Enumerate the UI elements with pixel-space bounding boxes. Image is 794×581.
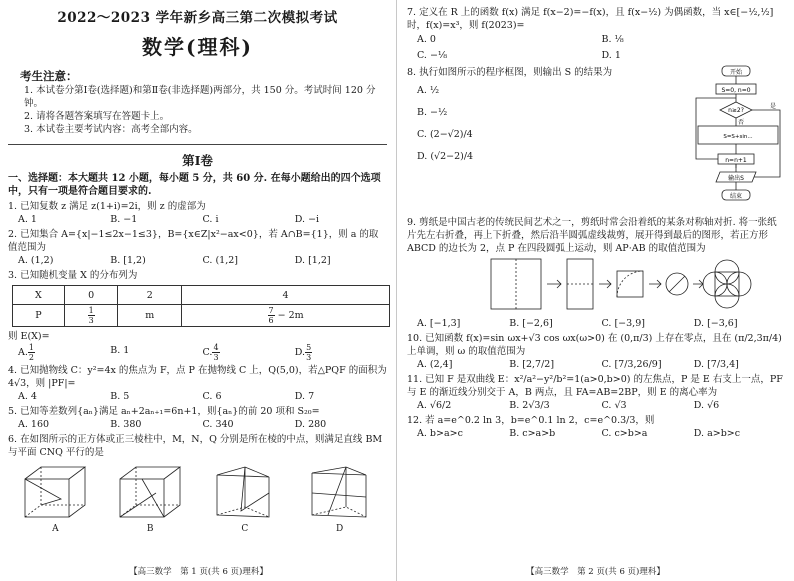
- option: C. √3: [601, 400, 627, 411]
- question-5: 5. 已知等差数列{aₙ}满足 aₙ+2aₙ₊₁=6n+1，则{aₙ}的前 20 项和 S₂₀=: [8, 406, 320, 417]
- option: B. [1,2): [110, 255, 146, 266]
- option: C. c>b>a: [601, 428, 648, 439]
- figure-label: D: [336, 524, 344, 534]
- option: D. (√2−2)/4: [417, 151, 474, 162]
- option: B. [2,7/2]: [509, 359, 555, 370]
- question-3-options: [8, 343, 387, 362]
- option: D. $\frac{5}{3}$: [294, 343, 312, 362]
- table-cell: 2m: [288, 310, 304, 321]
- question-9-options: [407, 317, 786, 330]
- notice-heading: 考生注意：: [20, 69, 78, 83]
- option: D. [−3,6]: [693, 318, 738, 329]
- table-cell-fraction: $\frac{1}{3}$: [64, 305, 118, 327]
- flow-end: 结束: [729, 193, 743, 200]
- flow-yes: 是: [770, 103, 777, 110]
- table-cell: X: [13, 286, 65, 305]
- question-8: 8. 执行如图所示的程序框图，则输出 S 的结果为: [407, 67, 613, 78]
- table-cell: 2: [118, 286, 182, 305]
- question-3: 3. 已知随机变量 X 的分布列为: [8, 270, 138, 281]
- flow-no: 否: [738, 119, 745, 126]
- question-11-options: [407, 399, 786, 412]
- cube-diagram: [116, 463, 184, 521]
- part-title: 第Ⅰ卷: [182, 153, 213, 168]
- page-footer: 【高三数学 第 1 页(共 6 页)理科】: [129, 567, 268, 577]
- figure-a: [21, 463, 89, 534]
- question-7-options: [407, 32, 786, 48]
- option: B. 380: [110, 419, 142, 430]
- option: D. −i: [294, 214, 320, 225]
- question-2: 2. 已知集合 A={x|−1≤2x−1≤3}，B={x∈Z|x²−ax<0}，若 A∩B={1}，则 a 的取值范围为: [8, 229, 379, 253]
- option: C. (1,2]: [202, 255, 238, 266]
- table-cell: 0: [64, 286, 118, 305]
- option: A. $\frac{1}{2}$: [18, 343, 34, 362]
- option: D. 7: [294, 391, 315, 402]
- distribution-table: [12, 285, 390, 327]
- flow-process: S=S+sin...: [723, 134, 753, 140]
- option: D. [7/3,4]: [693, 359, 739, 370]
- option: B. −½: [417, 107, 448, 118]
- section-instructions: 一、选择题：本大题共 12 小题，每小题 5 分，共 60 分. 在每小题给出的四个选项中，只有一项是符合题目要求的.: [8, 173, 381, 197]
- figure-c: [211, 463, 279, 534]
- question-7-options: [407, 48, 786, 64]
- paper-cutting-figure: [407, 255, 787, 313]
- flowchart: [694, 64, 786, 214]
- option: B. c>a>b: [509, 428, 556, 439]
- figure-d: [306, 463, 374, 534]
- option: B. 1: [110, 345, 130, 356]
- question-12: 12. 若 a=e^0.2 ln 3，b=e^0.1 ln 2，c=e^0.3/3，则: [407, 415, 655, 426]
- figure-label: B: [146, 524, 154, 534]
- option: C. [7/3,26/9]: [601, 359, 662, 370]
- option: C. $\frac{4}{3}$: [202, 343, 219, 362]
- option: D. a>b>c: [693, 428, 741, 439]
- table-cell-fraction: $\frac{7}{6}$ − 2m: [182, 305, 390, 327]
- option: B. 5: [110, 391, 130, 402]
- question-10-options: [407, 358, 786, 371]
- notice-item: 2. 请将各题答案填写在答题卡上。: [24, 111, 170, 122]
- option: A. (2,4]: [417, 359, 453, 370]
- option: A. 0: [417, 34, 436, 45]
- flow-output: 输出S: [728, 175, 744, 182]
- prism-diagram: [211, 463, 279, 521]
- table-cell: 4: [182, 286, 390, 305]
- option: C. 6: [202, 391, 222, 402]
- question-12-options: [407, 427, 786, 440]
- option: A. (1,2): [18, 255, 54, 266]
- option: A. √6/2: [417, 400, 452, 411]
- question-11: 11. 已知 F 是双曲线 E：x²/a²−y²/b²=1(a>0,b>0) 的左焦点，P 是 E 右支上一点，PF 与 E 的渐近线分别交于 A，B 两点，且 FA=AB=2BP，则 E 的离心率为: [407, 374, 783, 398]
- question-1-options: [8, 213, 387, 226]
- flow-increment: n=n+1: [725, 157, 747, 164]
- cube-diagram: [21, 463, 89, 521]
- option: A. 4: [18, 391, 37, 402]
- option: D. 1: [601, 50, 621, 61]
- option: B. ⅛: [601, 34, 624, 45]
- notice-item: 3. 本试卷主要考试内容：高考全部内容。: [24, 124, 198, 135]
- question-9: 9. 剪纸是中国古老的传统民间艺术之一，剪纸时常会沿着纸的某条对称轴对折. 将一张纸片先左右折叠，再上下折叠，然后沿半圆弧虚线裁剪，展开得到最后的图形，若正方形 ABCD 的边长为 2，点 P 在四段圆弧上运动，则 AP·AB 的取值范围为: [407, 217, 777, 254]
- question-1: 1. 已知复数 z 满足 z(1+i)=2i，则 z 的虚部为: [8, 201, 206, 212]
- question-10: 10. 已知函数 f(x)=sin ωx+√3 cos ωx(ω>0) 在 (0,π/3) 上存在零点，且在 (π/2,3π/4) 上单调，则 ω 的取值范围为: [407, 333, 782, 357]
- question-8-text-area: [407, 64, 694, 214]
- option: B. [−2,6]: [509, 318, 553, 329]
- subject-title: 数学(理科): [142, 35, 253, 59]
- figure-label: C: [241, 524, 249, 534]
- option: A. [−1,3]: [417, 318, 461, 329]
- option: D. 280: [294, 419, 327, 430]
- question-4: 4. 已知抛物线 C：y²=4x 的焦点为 F，点 P 在抛物线 C 上，Q(5,0)，若△PQF 的面积为 4√3，则 |PF|=: [8, 365, 387, 389]
- option: B. −1: [110, 214, 138, 225]
- figure-b: [116, 463, 184, 534]
- option: C. [−3,9]: [601, 318, 645, 329]
- option: B. 2√3/3: [509, 400, 550, 411]
- exam-title: 2022～2023 学年新乡高三第二次模拟考试: [57, 10, 338, 26]
- question-5-options: [8, 418, 387, 431]
- prism-diagram: [306, 463, 374, 521]
- flow-start: 开始: [729, 69, 743, 76]
- option: C. (2−√2)/4: [417, 129, 473, 140]
- cube-figures: [8, 463, 387, 534]
- flow-init: S=0, n=0: [721, 87, 751, 94]
- option: A. 1: [18, 214, 37, 225]
- separator-line: [8, 144, 387, 145]
- question-4-options: [8, 390, 387, 403]
- table-cell: P: [13, 305, 65, 327]
- option: C. −⅛: [417, 50, 448, 61]
- question-3-tail: 则 E(X)=: [8, 331, 50, 342]
- question-7: 7. 定义在 R 上的函数 f(x) 满足 f(x−2)=−f(x)，且 f(x−½) 为偶函数，当 x∈[−½,½] 时，f(x)=x³，则 f(2023)=: [407, 7, 774, 31]
- question-8-block: [407, 64, 786, 214]
- notice-item: 1. 本试卷分第Ⅰ卷(选择题)和第Ⅱ卷(非选择题)两部分，共 150 分。考试时间 120 分钟。: [24, 85, 376, 109]
- question-6: 6. 在如图所示的正方体或正三棱柱中，M，N，Q 分别是所在棱的中点，则满足直线 BM 与平面 CNQ 平行的是: [8, 434, 383, 458]
- option: D. √6: [693, 400, 720, 411]
- flow-condition: n≥2?: [728, 107, 744, 114]
- option: D. [1,2]: [294, 255, 331, 266]
- question-2-options: [8, 254, 387, 267]
- right-page: [397, 0, 794, 581]
- table-cell: m: [118, 305, 182, 327]
- option: C. 340: [202, 419, 234, 430]
- option: A. b>a>c: [417, 428, 463, 439]
- page-footer: 【高三数学 第 2 页(共 6 页)理科】: [526, 567, 665, 577]
- option: C. i: [202, 214, 219, 225]
- option: A. ½: [417, 85, 440, 96]
- figure-label: A: [52, 524, 59, 534]
- option: A. 160: [18, 419, 50, 430]
